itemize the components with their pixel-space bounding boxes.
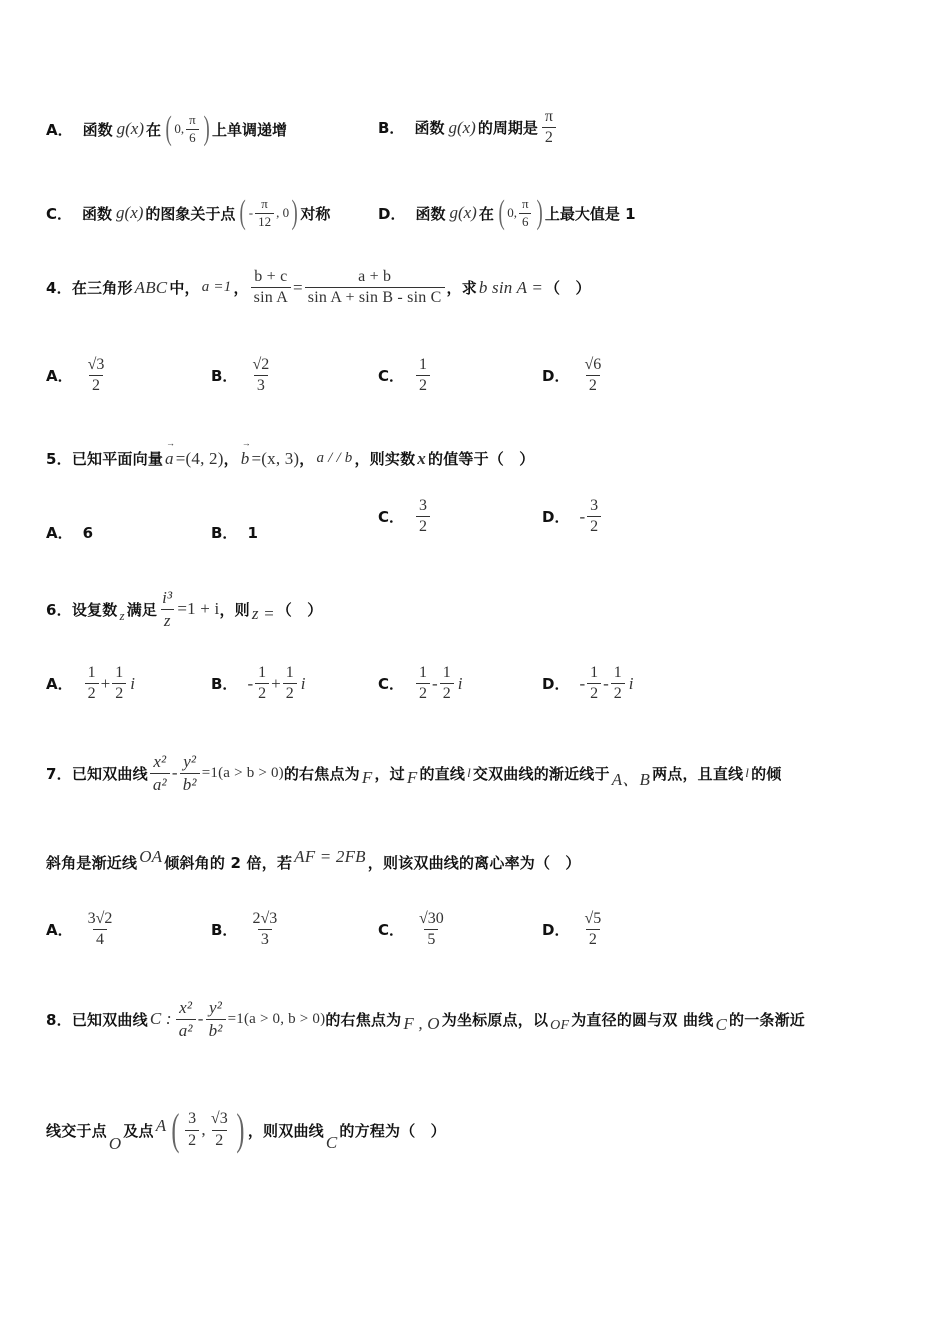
q6-frac: $\frac{\text{i³}}{z}$ xyxy=(162,588,173,630)
option-value: 1 xyxy=(247,523,258,542)
option-label: A． xyxy=(46,120,73,139)
q3-option-d[interactable]: D． 函数 g(x) 在 ( 0, $\frac{\pi}{6}$ ) 上最大值是 1 xyxy=(378,194,636,231)
option-label: D． xyxy=(542,508,570,527)
q4-option-b[interactable] xyxy=(211,356,274,396)
option-label: B． xyxy=(211,675,238,694)
q7-stem-line2: 斜角是渐近线 OA 倾斜角的 2 倍，若 AF = 2FB ，则该双曲线的离心率为（ ） xyxy=(46,846,581,872)
q8-stem-line2: 线交于点 O 及点 A ( $\frac{3}{2}$ , $\frac{√3}{2}$ ) ，则双曲线 C 的方程为（ ） xyxy=(46,1105,446,1154)
option-label: C． xyxy=(46,204,73,223)
option-label: C． xyxy=(378,675,405,694)
option-text: 的图象关于点 xyxy=(145,204,236,223)
q3-option-c[interactable]: C． 函数 g(x) 的图象关于点 ( - $\frac{\pi}{12}$ , 0 ) 对称 xyxy=(46,194,331,231)
q5-option-d[interactable] xyxy=(542,497,603,537)
option-value: 6 xyxy=(82,523,94,542)
point-frac: $\frac{\pi}{12}$ xyxy=(255,197,274,230)
option-label: D． xyxy=(542,675,570,694)
option-text: 函数 xyxy=(414,119,445,138)
interval-left: 0, xyxy=(174,121,185,136)
function-symbol: g(x) xyxy=(116,203,144,222)
option-frac: $\frac{3}{2}$ xyxy=(587,497,601,537)
q4-rhs-frac: $\frac{a + b}{\text{sin A + sin B - sin C}}$ xyxy=(305,268,445,308)
option-frac: $\frac{√3}{2}$ xyxy=(87,356,105,395)
option-frac: $\frac{2√3}{3}$ xyxy=(252,910,278,949)
option-label: C． xyxy=(378,508,405,527)
q4-stem: 4．在三角形 ABC 中， a =1 ， $\frac{b + c}{\text{sin A}}$ = $\frac{a + b}{\text{sin A + sin B - sin C}}$ ，求 b sin A = （ ） xyxy=(46,268,591,307)
interval-right-frac: $\frac{\pi}{6}$ xyxy=(186,113,199,146)
q5-option-b[interactable] xyxy=(211,522,268,543)
q7-option-c[interactable] xyxy=(378,910,449,950)
interval-right-frac: $\frac{\pi}{6}$ xyxy=(519,197,532,230)
option-label: A． xyxy=(46,675,73,694)
interval-left: 0, xyxy=(507,205,517,220)
option-text: 在 xyxy=(478,204,494,223)
q4-lhs-frac: $\frac{b + c}{\text{sin A}}$ xyxy=(251,268,291,308)
q6-option-c[interactable]: C． $\frac{1}{2}$ - $\frac{1}{2}$ i xyxy=(378,664,463,703)
q7-option-d[interactable] xyxy=(542,910,606,950)
q8-stem-line1: 8．已知双曲线 C : $\frac{\text{x²}}{\text{a²}}$ - $\frac{\text{y²}}{\text{b²}}$ =1(a > 0, b > 0) 的右焦点为 F , O 为坐标原点，以 OF 为直径的圆与双 曲线 C 的一条渐近 xyxy=(46,998,806,1040)
q6-stem: 6．设复数 z 满足 $\frac{\text{i³}}{z}$ =1 + i ，则 z = （ ） xyxy=(46,588,323,630)
option-frac: $\frac{√2}{3}$ xyxy=(252,356,270,395)
option-label: C． xyxy=(378,921,405,940)
q5-option-a[interactable] xyxy=(46,522,103,543)
option-label: B． xyxy=(211,921,238,940)
option-frac: $\frac{√5}{2}$ xyxy=(584,910,602,949)
option-label: B． xyxy=(211,367,238,386)
option-frac: $\frac{1}{2}$ xyxy=(416,356,430,396)
option-label: A． xyxy=(46,921,73,940)
option-frac: $\frac{√6}{2}$ xyxy=(584,356,602,395)
option-sign: - xyxy=(579,506,586,526)
function-symbol: g(x) xyxy=(449,203,477,222)
q5-stem: 5．已知平面向量 → a =(4, 2) ， → b =(x, 3) ， a / / b ，则实数 x 的值等于（ ） xyxy=(46,448,920,469)
option-text: 函数 xyxy=(82,204,113,223)
option-frac: $\frac{√30}{5}$ xyxy=(419,910,444,949)
q6-option-a[interactable]: A． $\frac{1}{2}$ + $\frac{1}{2}$ i xyxy=(46,664,135,703)
function-symbol: g(x) xyxy=(116,119,144,138)
option-text: 函数 xyxy=(415,204,446,223)
option-label: D． xyxy=(378,204,406,223)
option-label: C． xyxy=(378,367,405,386)
q3-option-a[interactable]: A． 函数 g(x) 在 ( 0, $\frac{\pi}{6}$ ) 上单调递增 xyxy=(46,110,288,147)
q3-option-b[interactable] xyxy=(378,108,558,148)
point-y: , 0 xyxy=(276,205,290,220)
option-text: 上单调递增 xyxy=(212,120,288,139)
q4-option-a[interactable] xyxy=(46,356,109,396)
q4-option-c[interactable] xyxy=(378,356,432,396)
option-label: B． xyxy=(211,524,238,542)
point-sign: - xyxy=(248,205,254,220)
period-frac: $\frac{\pi}{2}$ xyxy=(542,108,556,148)
option-label: A． xyxy=(46,524,73,542)
q6-option-d[interactable]: D． - $\frac{1}{2}$ - $\frac{1}{2}$ i xyxy=(542,664,634,703)
option-text: 函数 xyxy=(82,120,113,139)
q7-stem-line1: 7．已知双曲线 $\frac{\text{x²}}{\text{a²}}$ - $\frac{\text{y²}}{\text{b²}}$ =1(a > b > 0) 的右焦点为 F ，过 F 的直线 l 交双曲线的渐近线于 A、B 两点，且直线 l 的倾 xyxy=(46,752,782,794)
option-label: A． xyxy=(46,367,73,386)
option-text: 上最大值是 1 xyxy=(544,204,636,223)
q4-option-d[interactable] xyxy=(542,356,606,396)
option-frac: $\frac{3}{2}$ xyxy=(416,497,430,537)
option-text: 在 xyxy=(146,120,162,139)
function-symbol: g(x) xyxy=(448,117,476,137)
option-text: 对称 xyxy=(300,204,331,223)
option-text: 的周期是 xyxy=(477,119,538,138)
q5-option-c[interactable] xyxy=(378,497,432,537)
option-frac: $\frac{3√2}{4}$ xyxy=(87,910,113,949)
q7-option-a[interactable] xyxy=(46,910,117,950)
q7-option-b[interactable] xyxy=(211,910,282,950)
option-label: B． xyxy=(378,119,405,138)
q6-option-b[interactable]: B． - $\frac{1}{2}$ + $\frac{1}{2}$ i xyxy=(211,664,306,703)
option-label: D． xyxy=(542,367,570,386)
option-label: D． xyxy=(542,921,570,940)
